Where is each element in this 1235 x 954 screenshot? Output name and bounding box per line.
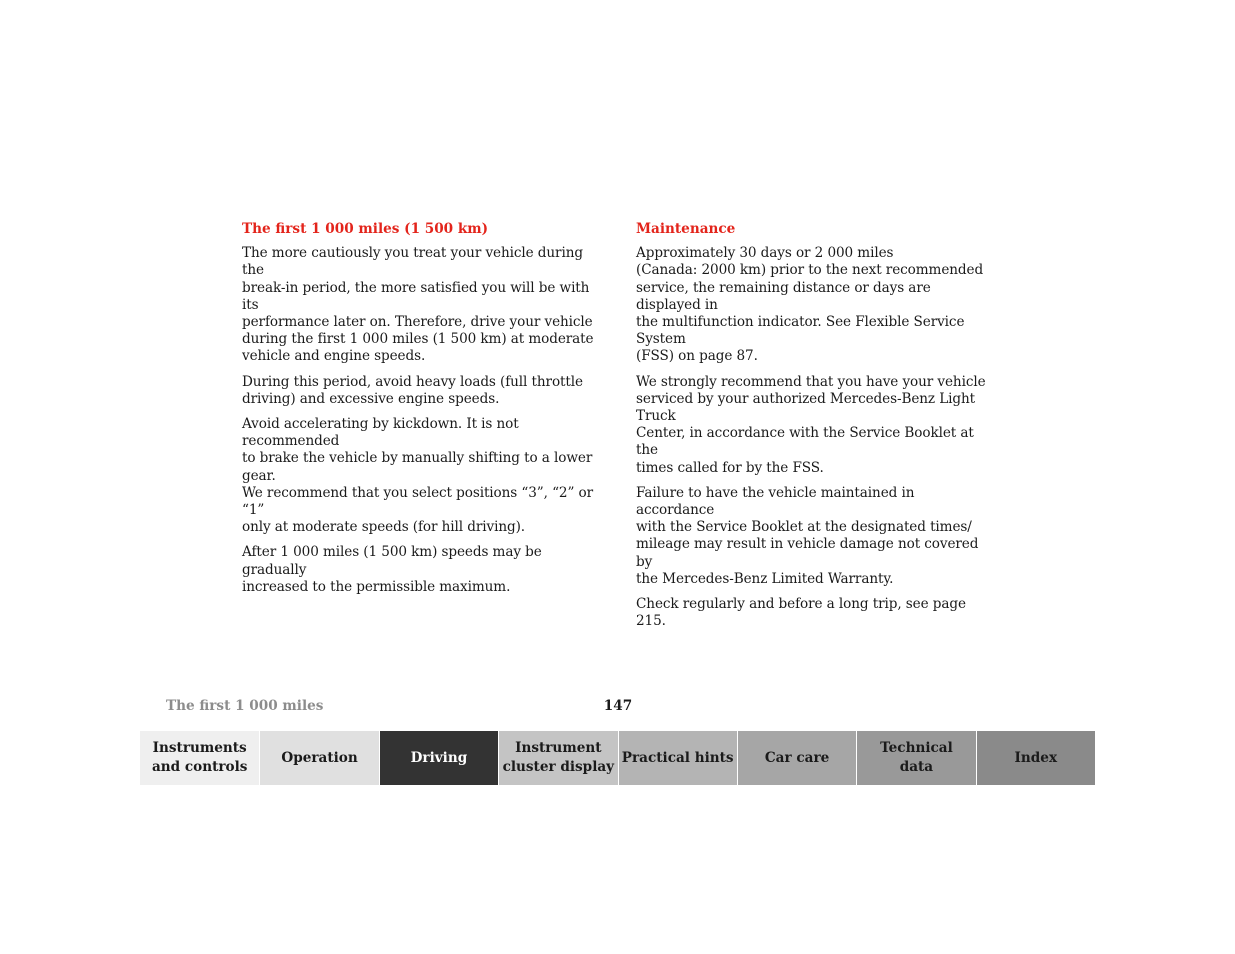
paragraph: The more cautiously you treat your vehicle during the break-in period, the more satisfied you will be with its performance later on. Therefore, drive your vehicle during the first 1 000 miles (1 500 km) at moderate vehicle and engine speeds. — [242, 245, 594, 365]
tab-practical-hints[interactable]: Practical hints — [618, 731, 737, 785]
tab-driving[interactable]: Driving — [379, 731, 498, 785]
paragraph: Avoid accelerating by kickdown. It is not recommended to brake the vehicle by manually shifting to a lower gear. We recommend that you select positions “3”, “2” or “1” only at moderate speeds (for hill driving). — [242, 416, 594, 536]
right-column — [636, 221, 996, 638]
paragraph: Failure to have the vehicle maintained in accordance with the Service Booklet at the designated times/ mileage may result in vehicle damage not covered by the Mercedes-Benz Limited Warranty. — [636, 484, 979, 587]
tab-technical-data[interactable]: Technical data — [856, 731, 975, 785]
paragraph: Approximately 30 days or 2 000 miles (Canada: 2000 km) prior to the next recommended service, the remaining distance or days are displayed in the multifunction indicator. See Flexible Service System (FSS) on page 87. — [636, 245, 984, 365]
chapter-tab-bar — [140, 731, 1095, 785]
left-column — [242, 221, 602, 604]
paragraph: Check regularly and before a long trip, see page 215. — [636, 596, 966, 630]
tab-index[interactable]: Index — [976, 731, 1095, 785]
paragraph: After 1 000 miles (1 500 km) speeds may be gradually increased to the permissible maximum. — [242, 544, 542, 595]
tab-instrument-cluster-display[interactable]: Instrument cluster display — [498, 731, 617, 785]
tab-instruments-and-controls[interactable]: Instruments and controls — [140, 731, 259, 785]
paragraph: We strongly recommend that you have your vehicle serviced by your authorized Mercedes-Benz Light Truck Center, in accordance with the Service Booklet at the times called for by the FSS. — [636, 373, 986, 476]
section-heading-maintenance: Maintenance — [636, 221, 736, 237]
footer-section-title: The first 1 000 miles — [166, 698, 324, 714]
tab-car-care[interactable]: Car care — [737, 731, 856, 785]
page-number: 147 — [603, 698, 633, 714]
section-heading-first-miles: The first 1 000 miles (1 500 km) — [242, 221, 489, 237]
tab-operation[interactable]: Operation — [259, 731, 378, 785]
paragraph: During this period, avoid heavy loads (full throttle driving) and excessive engine speeds. — [242, 373, 583, 407]
